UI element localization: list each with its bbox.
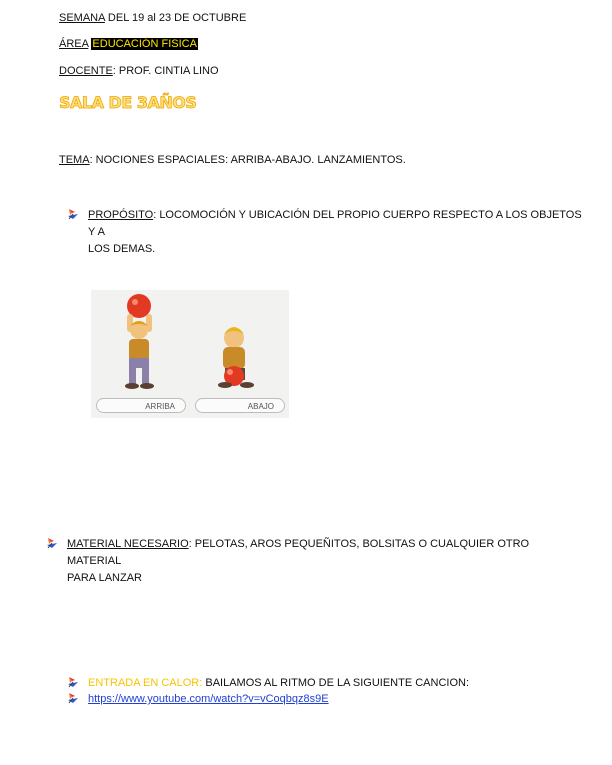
area-line: [59, 38, 198, 50]
semana-value: DEL 19 al 23 DE OCTUBRE: [104, 12, 247, 24]
proposito-line2: LOS DEMAS.: [88, 243, 156, 255]
proposito-label: PROPÓSITO: [88, 209, 154, 221]
material-line1: : PELOTAS, AROS PEQUEÑITOS, BOLSITAS O CUALQUIER OTRO MATERIAL: [67, 538, 530, 567]
area-value-highlight: EDUCACIÓN FISICA: [92, 38, 197, 50]
semana-label: SEMANA: [59, 12, 105, 24]
pushpin-bullet-icon: [67, 676, 79, 688]
entrada-label: ENTRADA EN CALOR:: [88, 677, 203, 689]
material-item: [46, 536, 586, 587]
material-label: MATERIAL NECESARIO: [67, 538, 189, 550]
caption-arriba: ARRIBA: [96, 398, 186, 413]
docente-line: [59, 65, 219, 77]
material-line2: PARA LANZAR: [67, 572, 142, 584]
entrada-value: BAILAMOS AL RITMO DE LA SIGUIENTE CANCION:: [202, 677, 470, 689]
pushpin-bullet-icon: [67, 692, 79, 704]
caption-abajo: ABAJO: [195, 398, 285, 413]
youtube-link[interactable]: https://www.youtube.com/watch?v=vCoqbqz8s9E: [88, 693, 329, 705]
link-item: [67, 691, 587, 708]
material-text: [67, 536, 586, 587]
docente-label: DOCENTE: [59, 65, 113, 77]
proposito-line1: : LOCOMOCIÓN Y UBICACIÓN DEL PROPIO CUERPO RESPECTO A LOS OBJETOS Y A: [88, 209, 582, 238]
tema-line: [59, 154, 406, 166]
proposito-text: [88, 207, 587, 258]
arriba-abajo-illustration: [91, 290, 289, 418]
pushpin-bullet-icon: [67, 208, 79, 220]
area-label: ÁREA: [59, 38, 89, 50]
docente-value: : PROF. CINTIA LINO: [112, 65, 219, 77]
tema-value: : NOCIONES ESPACIALES: ARRIBA-ABAJO. LANZAMIENTOS.: [89, 154, 406, 166]
tema-label: TEMA: [59, 154, 90, 166]
semana-line: [59, 12, 246, 24]
entrada-item: [67, 675, 587, 692]
proposito-item: [67, 207, 587, 258]
pushpin-bullet-icon: [46, 537, 58, 549]
entrada-text: [88, 675, 469, 692]
page-title: SALA DE 3AÑOS: [59, 93, 197, 112]
